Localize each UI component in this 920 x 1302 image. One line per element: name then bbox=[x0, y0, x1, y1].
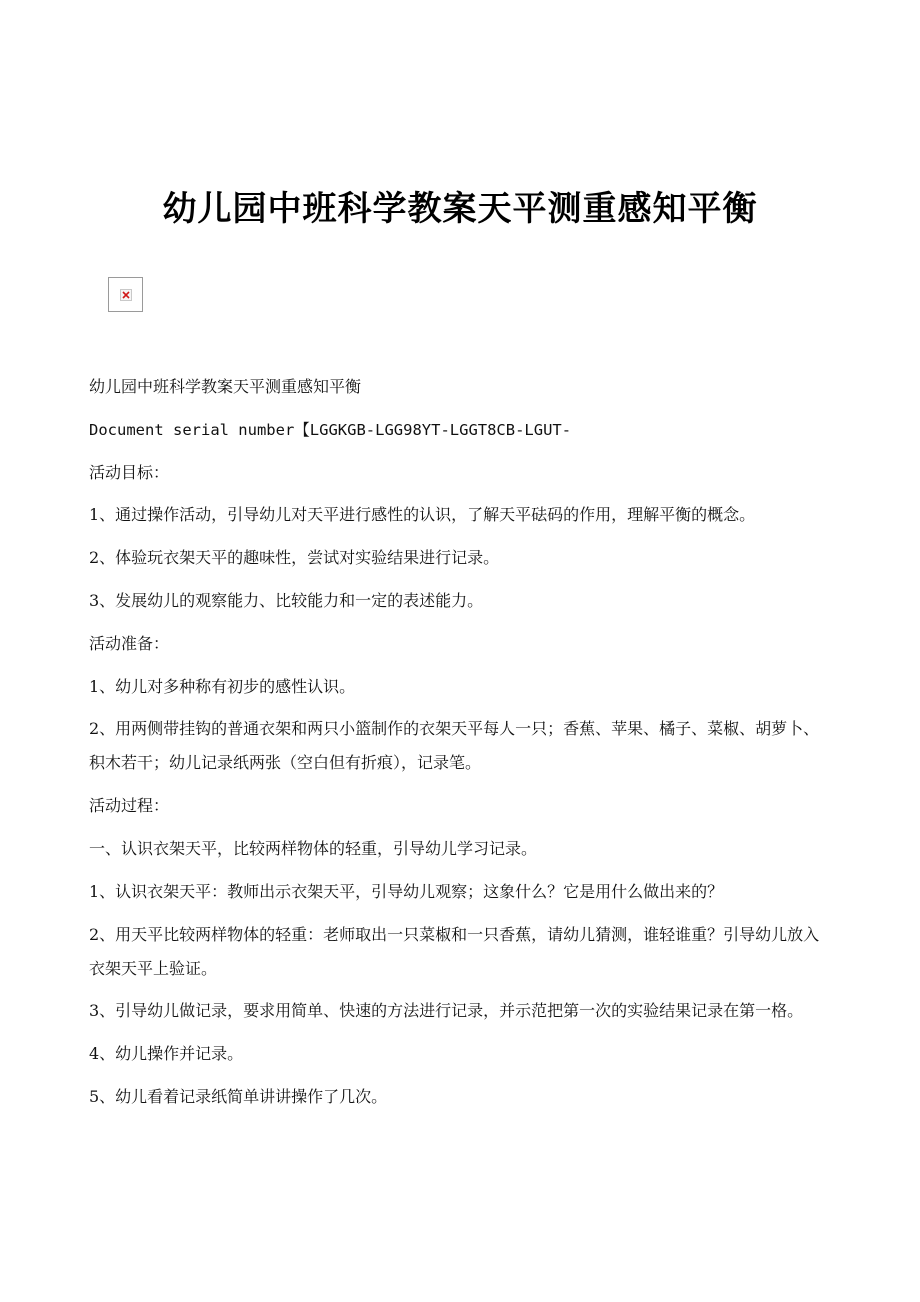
close-x-icon bbox=[122, 291, 130, 299]
preparation-item: 1、幼儿对多种称有初步的感性认识。 bbox=[89, 676, 356, 696]
body-heading: 幼儿园中班科学教案天平测重感知平衡 bbox=[89, 377, 362, 396]
broken-image-icon bbox=[108, 277, 143, 312]
process-item: 2、用天平比较两样物体的轻重：老师取出一只菜椒和一只香蕉，请幼儿猜测，谁轻谁重？引导幼儿放入衣架天平上验证。 bbox=[89, 924, 820, 978]
process-subheading: 一、认识衣架天平，比较两样物体的轻重，引导幼儿学习记录。 bbox=[89, 838, 538, 858]
goal-item: 1、通过操作活动，引导幼儿对天平进行感性的认识，了解天平砝码的作用，理解平衡的概念。 bbox=[89, 505, 756, 525]
document-title: 幼儿园中班科学教案天平测重感知平衡 bbox=[162, 189, 758, 229]
serial-number: Document serial number【LGGKGB-LGG98YT-LGGT8CB-LGUT- bbox=[89, 420, 572, 439]
goal-item: 2、体验玩衣架天平的趣味性，尝试对实验结果进行记录。 bbox=[89, 548, 500, 568]
goal-item: 3、发展幼儿的观察能力、比较能力和一定的表述能力。 bbox=[89, 590, 484, 610]
process-item: 5、幼儿看着记录纸简单讲讲操作了几次。 bbox=[89, 1086, 388, 1106]
preparation-item: 2、用两侧带挂钩的普通衣架和两只小篮制作的衣架天平每人一只；香蕉、苹果、橘子、菜椒、胡萝卜、积木若干；幼儿记录纸两张（空白但有折痕），记录笔。 bbox=[89, 719, 820, 773]
section-heading-preparation: 活动准备： bbox=[89, 633, 170, 653]
section-heading-process: 活动过程： bbox=[89, 796, 170, 816]
process-item: 3、引导幼儿做记录，要求用简单、快速的方法进行记录，并示范把第一次的实验结果记录在第一格。 bbox=[89, 1001, 804, 1021]
section-heading-goals: 活动目标： bbox=[89, 462, 170, 482]
process-item: 4、幼儿操作并记录。 bbox=[89, 1044, 244, 1064]
process-item: 1、认识衣架天平：教师出示衣架天平，引导幼儿观察；这象什么？它是用什么做出来的？ bbox=[89, 881, 724, 901]
document-body bbox=[89, 370, 829, 1123]
